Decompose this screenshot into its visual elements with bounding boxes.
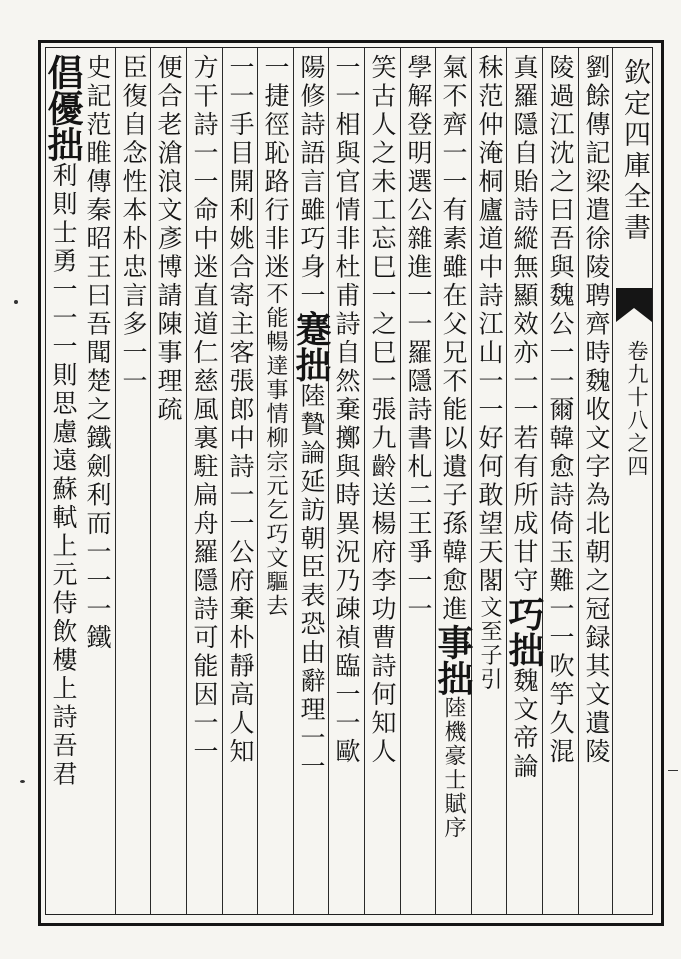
- column-text: 臣復自念性本朴忠言多一一: [119, 54, 148, 396]
- heading-character: 拙: [432, 660, 474, 696]
- heading-character: 巧: [503, 595, 545, 632]
- text-column: [472, 54, 506, 692]
- book-title: 欽定四庫全書: [619, 58, 650, 244]
- column-text: 秣范仲淹桐廬道中詩江山一一好何敢望天閣: [475, 54, 504, 596]
- ink-speck: [14, 300, 18, 304]
- text-column: [503, 54, 545, 782]
- column-text: 利則士勇一一一則思慮遠蘇軾上元侍飲樓上詩吾君: [49, 162, 78, 789]
- column-text: 便合老滄浪文彥博請陳事理疏: [154, 54, 183, 425]
- annotation-text: 文至子引: [477, 595, 502, 692]
- text-column: [151, 54, 185, 425]
- ink-speck: [668, 770, 678, 771]
- column-text: 學解登明選公雜進一一羅隱詩書札二王爭一一: [404, 54, 433, 624]
- text-column: [329, 54, 363, 767]
- heading-character: 優: [42, 90, 84, 126]
- text-column: [223, 54, 257, 767]
- text-column: [80, 54, 114, 653]
- text-column: [365, 54, 399, 767]
- heading-character: 倡: [42, 54, 84, 90]
- text-column: [579, 54, 613, 767]
- column-text: 氣不齊一一有素雖在父兄不能以遺子孫韓愈進: [439, 54, 468, 624]
- text-column: [543, 54, 577, 767]
- column-text: 真羅隱自貽詩縱無顯效亦一一若有所成甘守: [510, 54, 539, 596]
- text-column: [290, 54, 332, 782]
- text-column: [401, 54, 435, 624]
- column-text: 史記范睢傳秦昭王曰吾聞楚之鐵劍利而一一一鐵: [83, 54, 112, 653]
- column-text: 陽修詩語言雖巧身一: [297, 54, 326, 311]
- volume-label: 卷九十八之四: [625, 340, 649, 478]
- column-text: 一一手目開利姚合寄主客張郎中詩一一公府棄朴靜高人知: [226, 54, 255, 767]
- column-text: 一捷徑恥路行非迷: [261, 54, 290, 282]
- text-column: [42, 54, 84, 789]
- column-text: 魏文帝論: [510, 667, 539, 782]
- column-text: 一一相與官情非杜甫詩自然棄擲與時異況乃疎禎臨一一歐: [332, 54, 361, 767]
- heading-character: 蹇: [290, 310, 332, 347]
- ink-speck: [20, 780, 25, 783]
- heading-character: 拙: [503, 631, 545, 668]
- heading-character: 拙: [290, 346, 332, 383]
- annotation-text: 不能暢達事情柳宗元乞巧文驅去: [263, 282, 288, 618]
- heading-character: 拙: [42, 126, 84, 162]
- fish-tail-mark-icon: [616, 288, 652, 322]
- text-column: [187, 54, 221, 767]
- column-text: 方干詩一一命中迷直道仁慈風裏駐扁舟羅隱詩可能因一一: [190, 54, 219, 767]
- column-text: 陸贄論延訪朝臣表恐由辭理一一: [297, 382, 326, 782]
- text-column: [258, 54, 292, 618]
- column-text: 劉餘傳記梁遣徐陵聘齊時魏收文字為北朝之冠録其文遺陵: [582, 54, 611, 767]
- book-page: [38, 40, 664, 926]
- column-text: 陵過江沈之曰吾與魏公一一爾韓愈詩倚玉難一一吹竽久混: [546, 54, 575, 767]
- text-column: [432, 54, 474, 840]
- column-text: 笑古人之未工忘巳一之巳一張九齡送楊府李功曹詩何知人: [368, 54, 397, 767]
- annotation-text: 陸機豪士賦序: [441, 696, 466, 840]
- text-column: [116, 54, 150, 396]
- heading-character: 事: [432, 624, 474, 660]
